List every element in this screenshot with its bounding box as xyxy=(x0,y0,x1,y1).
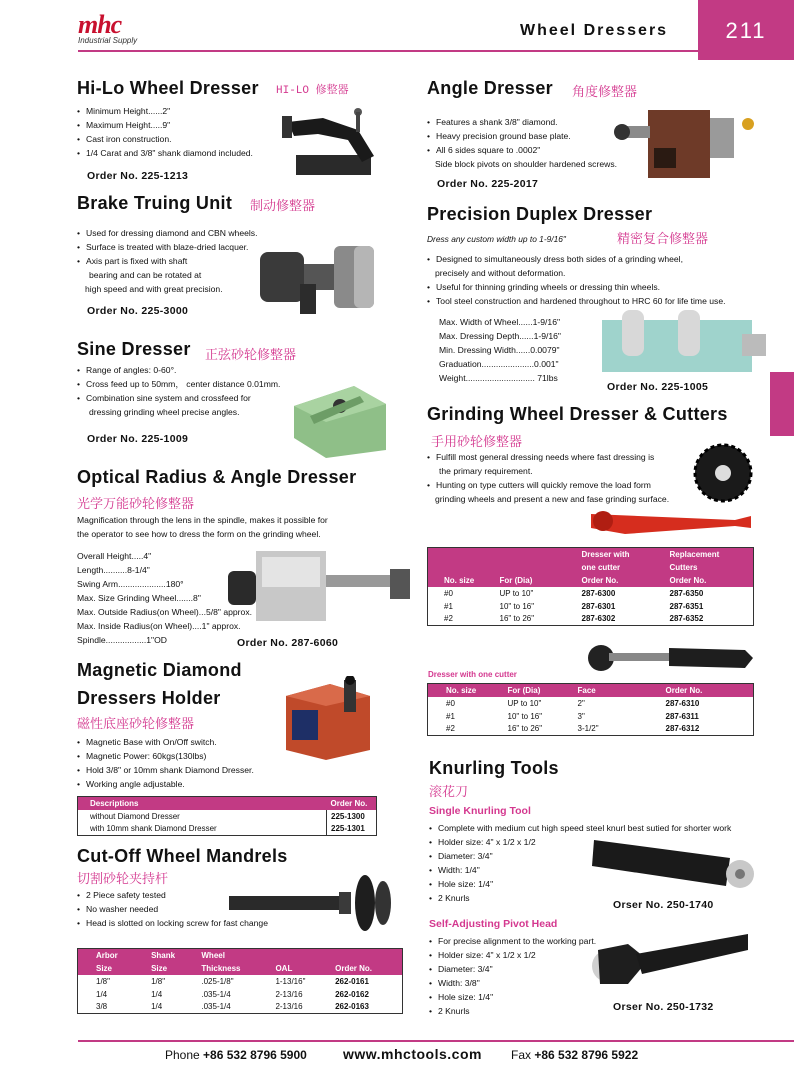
table-row: 1/8" 1/8" .025-1/8" 1-13/16" 262-0161 xyxy=(96,976,369,986)
red-dresser-image xyxy=(585,504,755,540)
magnetic-table: Descriptions Order No. without Diamond Dresser 225-1300 with 10mm shank Diamond Dresser 225-1301 xyxy=(77,796,377,836)
hilo-order: Order No. 225-1213 xyxy=(87,170,189,182)
single-knurl-image xyxy=(590,836,760,898)
cutoff-cn: 切割砂轮夹持杆 xyxy=(77,871,169,886)
angle-title: Angle Dresser xyxy=(427,78,553,98)
table-row: with 10mm shank Diamond Dresser 225-1301 xyxy=(78,823,377,836)
optical-dresser-image xyxy=(222,545,422,625)
duplex-bullets: • Designed to simultaneously dress both sides of a grinding wheel, precisely and without deformation. • Useful for thinning grinding wheels or dressing thin wheels. • Tool steel construction and hardened throughout to HRC 60 for life time use. xyxy=(427,252,726,308)
sine-order: Order No. 225-1009 xyxy=(87,433,189,445)
duplex-specs: Max. Width of Wheel......1-9/16" Max. Dressing Depth......1-9/16" Min. Dressing Width......0.0079" Graduation......................0.001" Weight............................. 71lbs xyxy=(439,317,561,383)
optical-cn: 光学万能砂轮修整器 xyxy=(77,496,195,511)
logo: mhc Industrial Supply xyxy=(78,10,138,45)
hilo-bullets: • Minimum Height......2" • Maximum Height.....9" • Cast iron construction. • 1/4 Carat and 3/8" shank diamond included. xyxy=(77,104,253,160)
knurl-single-title: Single Knurling Tool xyxy=(429,805,531,817)
table-row: without Diamond Dresser 225-1300 xyxy=(78,810,377,823)
table-row: 1/4 1/4 .035-1/4 2-13/16 262-0162 xyxy=(96,989,369,999)
angle-cn: 角度修整器 xyxy=(572,84,638,99)
magnetic-title-2: Dressers Holder xyxy=(77,688,221,708)
angle-bullets: • Features a shank 3/8" diamond. • Heavy precision ground base plate. • All 6 sides square to .0002" Side block pivots on shoulder hardened screws. xyxy=(427,115,617,171)
table-row: #0 UP to 10" 287-6300 287-6350 xyxy=(444,588,704,598)
knurl-cn: 滚花刀 xyxy=(429,784,469,799)
magnetic-cn: 磁性底座砂轮修整器 xyxy=(77,716,195,731)
optical-desc-1: Magnification through the lens in the spindle, makes it possible for xyxy=(77,515,328,525)
brake-truing-image xyxy=(258,236,388,316)
duplex-subtitle: Dress any custom width up to 1-9/16" xyxy=(427,234,566,244)
cutter-wheel-image xyxy=(692,442,754,504)
angle-dresser-image xyxy=(612,104,760,180)
brake-cn: 制动修整器 xyxy=(250,198,316,213)
knurl-pivot-order: Orser No. 250-1732 xyxy=(613,1001,714,1013)
hilo-dresser-image xyxy=(278,100,388,185)
sine-bullets: • Range of angles: 0-60°. • Cross feed up to 50mm， center distance 0.01mm. • Combination sine system and crossfeed for dressing grinding wheel precise angles. xyxy=(77,363,280,419)
magnetic-bullets: • Magnetic Base with On/Off switch. • Magnetic Power: 60kgs(130lbs) • Hold 3/8" or 10mm shank Diamond Dresser. • Working angle adjustable. xyxy=(77,735,254,791)
table-row: #1 10" to 16" 3" 287-6311 xyxy=(446,711,699,721)
knurl-single-bullets: • Complete with medium cut high speed steel knurl best sutied for shorter work • Holder size: 4" x 1/2 x 1/2 • Diameter: 3/4" • Width: 1/4" • Hole size: 1/4" • 2 Knurls xyxy=(429,821,731,905)
pivot-knurl-image xyxy=(588,930,753,1000)
page-number-tab: 211 xyxy=(698,0,794,60)
cutoff-title: Cut-Off Wheel Mandrels xyxy=(77,846,288,866)
table-row: #1 10" to 16" 287-6301 287-6351 xyxy=(444,601,704,611)
footer-website[interactable]: www.mhctools.com xyxy=(343,1046,482,1062)
grinding-bullets: • Fulfill most general dressing needs where fast dressing is the primary requirement. • Hunting on type cutters will quickly remove the load form grinding wheels and present a new and fase grinding surface. xyxy=(427,450,669,506)
footer-rule xyxy=(78,1040,794,1042)
optical-title: Optical Radius & Angle Dresser xyxy=(77,467,357,487)
brake-order: Order No. 225-3000 xyxy=(87,305,189,317)
mandrel-image xyxy=(225,870,405,936)
knurl-pivot-title: Self-Adjusting Pivot Head xyxy=(429,918,558,930)
side-tab xyxy=(770,372,794,436)
footer-fax: Fax +86 532 8796 5922 xyxy=(511,1048,639,1062)
table-row: #2 16" to 26" 3-1/2" 287-6312 xyxy=(446,724,700,734)
grinding-table-2-label: Dresser with one cutter xyxy=(428,670,517,679)
brake-title: Brake Truing Unit xyxy=(77,193,233,213)
sine-cn: 正弦砂轮修整器 xyxy=(205,347,297,362)
black-dresser-image xyxy=(585,640,755,676)
sine-title: Sine Dresser xyxy=(77,339,191,359)
duplex-order: Order No. 225-1005 xyxy=(607,381,709,393)
grinding-title: Grinding Wheel Dresser & Cutters xyxy=(427,404,728,424)
footer-phone: Phone +86 532 8796 5900 xyxy=(165,1048,307,1062)
knurl-single-order: Orser No. 250-1740 xyxy=(613,899,714,911)
grinding-table-1: Dresser with Replacement one cutter Cutters No. size For (Dia) Order No. Order No. #0 UP to 10" 287-6300 287-6350 #1 10" to 16" 287-6301 287-6351 #2 16" to 26" 287-6302 287-6352 xyxy=(427,547,754,626)
table-row: 3/8 1/4 .035-1/4 2-13/16 262-0163 xyxy=(96,1002,369,1012)
magnetic-holder-image xyxy=(280,676,375,761)
grinding-cn: 手用砂轮修整器 xyxy=(431,434,523,449)
table-row: #0 UP to 10" 2" 287-6310 xyxy=(446,698,700,708)
header-rule xyxy=(78,50,698,52)
hilo-cn: HI-LO 修整器 xyxy=(276,85,349,97)
knurl-pivot-bullets: • For precise alignment to the working part. • Holder size: 4" x 1/2 x 1/2 • Diameter: 3/4" • Width: 3/8" • Hole size: 1/4" • 2 Knurls xyxy=(429,934,596,1018)
hilo-title: Hi-Lo Wheel Dresser xyxy=(77,78,259,98)
knurl-title: Knurling Tools xyxy=(429,758,559,778)
table-row: #2 16" to 26" 287-6302 287-6352 xyxy=(444,614,704,624)
brake-bullets: • Used for dressing diamond and CBN wheels. • Surface is treated with blaze-dried lacquer. • Axis part is fixed with shaft bearing and can be rotated at high speed and with great precision. xyxy=(77,226,258,296)
optical-order: Order No. 287-6060 xyxy=(237,637,339,649)
magnetic-title-1: Magnetic Diamond xyxy=(77,660,242,680)
duplex-cn: 精密复合修整器 xyxy=(617,231,709,246)
header-title: Wheel Dressers xyxy=(520,22,669,39)
duplex-title: Precision Duplex Dresser xyxy=(427,204,653,224)
optical-desc-2: the operator to see how to dress the form on the grinding wheel. xyxy=(77,529,321,539)
sine-dresser-image xyxy=(290,376,390,460)
duplex-dresser-image xyxy=(598,306,768,378)
angle-order: Order No. 225-2017 xyxy=(437,178,539,190)
optical-specs: Overall Height.....4" Length..........8-1/4" Swing Arm....................180° Max. Size Grinding Wheel.......8" Max. Outside Radius(on Wheel)...5/8" approx. Max. Inside Radius(on Wheel)....1" approx. Spindle.................1"OD xyxy=(77,551,253,645)
grinding-table-2: No. size For (Dia) Face Order No. #0 UP to 10" 2" 287-6310 #1 10" to 16" 3" 287-6311 #2 16" to 26" 3-1/2" 287-6312 xyxy=(427,683,754,736)
cutoff-table: Arbor Shank Wheel Size Size Thickness OAL Order No. 1/8" 1/8" .025-1/8" 1-13/16" 262-0161 1/4 1/4 .035-1/4 2-13/16 262-0162 3/8 1/4 .035-1/4 2-13/16 262-0163 xyxy=(77,948,403,1014)
cutoff-bullets: • 2 Piece safety tested • No washer needed • Head is slotted on locking screw for fast change xyxy=(77,888,268,930)
